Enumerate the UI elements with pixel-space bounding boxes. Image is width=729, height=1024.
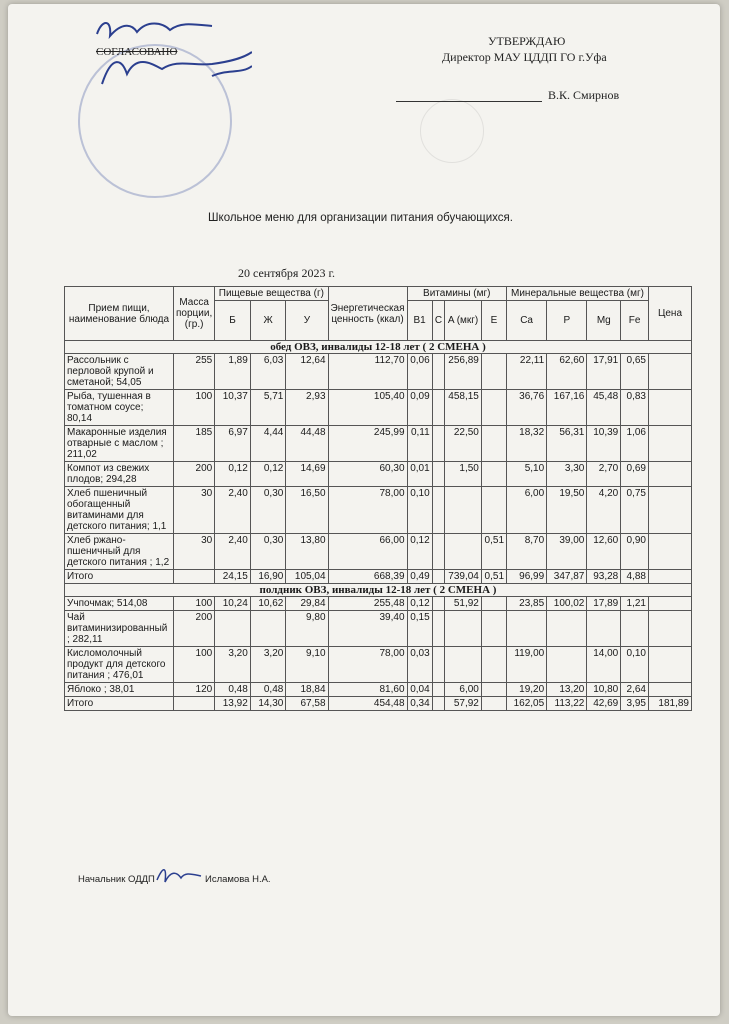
cell-c xyxy=(432,611,445,647)
cell-fe: 2,64 xyxy=(621,683,649,697)
cell-b1: 0,10 xyxy=(407,487,432,534)
table-row xyxy=(65,354,692,390)
total-row xyxy=(65,570,692,584)
cell-a: 256,89 xyxy=(445,354,482,390)
cell-b1: 0,12 xyxy=(407,534,432,570)
header-meal: Прием пищи, наименование блюда xyxy=(65,287,174,341)
cell-kcal: 668,39 xyxy=(328,570,407,584)
cell-u: 2,93 xyxy=(286,390,328,426)
cell-u: 9,10 xyxy=(286,647,328,683)
cell-mg: 17,89 xyxy=(587,597,621,611)
table-row xyxy=(65,462,692,487)
header-nutrients: Пищевые вещества (г) xyxy=(215,287,328,301)
header-fe: Fe xyxy=(621,301,649,341)
cell-name: Рассольник с перловой крупой и сметаной; 54,05 xyxy=(65,354,174,390)
cell-b xyxy=(215,611,251,647)
cell-name: Хлеб ржано-пшеничный для детского питания ; 1,2 xyxy=(65,534,174,570)
cell-a xyxy=(445,611,482,647)
cell-mass: 200 xyxy=(174,462,215,487)
cell-fe: 1,06 xyxy=(621,426,649,462)
cell-c xyxy=(432,390,445,426)
cell-zh: 14,30 xyxy=(250,697,286,711)
cell-zh: 5,71 xyxy=(250,390,286,426)
header-b: Б xyxy=(215,301,251,341)
cell-a xyxy=(445,487,482,534)
cell-price xyxy=(649,597,692,611)
cell-mass xyxy=(174,570,215,584)
cell-ca: 5,10 xyxy=(507,462,547,487)
handwritten-signature xyxy=(155,862,203,888)
approve-label: УТВЕРЖДАЮ xyxy=(488,34,566,48)
table-row xyxy=(65,683,692,697)
cell-ca: 6,00 xyxy=(507,487,547,534)
table-row xyxy=(65,390,692,426)
cell-mass: 100 xyxy=(174,390,215,426)
document-title: Школьное меню для организации питания обучающихся. xyxy=(208,212,513,224)
cell-ca: 36,76 xyxy=(507,390,547,426)
cell-u: 105,04 xyxy=(286,570,328,584)
cell-kcal: 245,99 xyxy=(328,426,407,462)
cell-mass: 120 xyxy=(174,683,215,697)
cell-name: Хлеб пшеничный обогащенный витаминами для детского питания; 1,1 xyxy=(65,487,174,534)
cell-c xyxy=(432,683,445,697)
cell-p: 39,00 xyxy=(547,534,587,570)
cell-e xyxy=(481,611,506,647)
cell-ca: 162,05 xyxy=(507,697,547,711)
cell-name: Компот из свежих плодов; 294,28 xyxy=(65,462,174,487)
header-ca: Ca xyxy=(507,301,547,341)
cell-b: 0,48 xyxy=(215,683,251,697)
cell-fe: 3,95 xyxy=(621,697,649,711)
cell-name: Учпочмак; 514,08 xyxy=(65,597,174,611)
cell-b1: 0,15 xyxy=(407,611,432,647)
cell-p: 167,16 xyxy=(547,390,587,426)
cell-a: 6,00 xyxy=(445,683,482,697)
cell-mg: 14,00 xyxy=(587,647,621,683)
footer-position: Начальник ОДДП xyxy=(78,874,155,885)
cell-b1: 0,11 xyxy=(407,426,432,462)
cell-e xyxy=(481,462,506,487)
header-price: Цена xyxy=(649,287,692,341)
cell-p xyxy=(547,647,587,683)
cell-p xyxy=(547,611,587,647)
cell-mg: 10,39 xyxy=(587,426,621,462)
cell-a: 57,92 xyxy=(445,697,482,711)
cell-b1: 0,01 xyxy=(407,462,432,487)
cell-price xyxy=(649,647,692,683)
cell-a xyxy=(445,534,482,570)
cell-u: 18,84 xyxy=(286,683,328,697)
cell-e xyxy=(481,354,506,390)
cell-zh: 10,62 xyxy=(250,597,286,611)
cell-fe: 0,65 xyxy=(621,354,649,390)
cell-e xyxy=(481,426,506,462)
cell-zh: 16,90 xyxy=(250,570,286,584)
cell-price xyxy=(649,570,692,584)
cell-ca: 23,85 xyxy=(507,597,547,611)
header-mg: Mg xyxy=(587,301,621,341)
cell-fe: 4,88 xyxy=(621,570,649,584)
cell-name: Чай витаминизированный ; 282,11 xyxy=(65,611,174,647)
cell-b: 10,24 xyxy=(215,597,251,611)
cell-price xyxy=(649,611,692,647)
cell-ca xyxy=(507,611,547,647)
cell-kcal: 39,40 xyxy=(328,611,407,647)
cell-u: 12,64 xyxy=(286,354,328,390)
cell-a: 1,50 xyxy=(445,462,482,487)
cell-c xyxy=(432,647,445,683)
header-c: C xyxy=(432,301,445,341)
cell-c xyxy=(432,487,445,534)
cell-zh: 0,30 xyxy=(250,487,286,534)
cell-e xyxy=(481,697,506,711)
cell-e xyxy=(481,647,506,683)
cell-b: 0,12 xyxy=(215,462,251,487)
cell-kcal: 81,60 xyxy=(328,683,407,697)
cell-b1: 0,04 xyxy=(407,683,432,697)
cell-b: 1,89 xyxy=(215,354,251,390)
cell-c xyxy=(432,697,445,711)
signature-line xyxy=(396,101,542,102)
cell-kcal: 112,70 xyxy=(328,354,407,390)
cell-e xyxy=(481,487,506,534)
cell-mass: 30 xyxy=(174,534,215,570)
agreed-label: СОГЛАСОВАНО xyxy=(96,46,178,58)
cell-mg: 12,60 xyxy=(587,534,621,570)
cell-b1: 0,09 xyxy=(407,390,432,426)
header-p: P xyxy=(547,301,587,341)
cell-ca: 96,99 xyxy=(507,570,547,584)
cell-mass: 200 xyxy=(174,611,215,647)
cell-zh: 6,03 xyxy=(250,354,286,390)
table-row xyxy=(65,647,692,683)
cell-kcal: 78,00 xyxy=(328,647,407,683)
cell-zh: 3,20 xyxy=(250,647,286,683)
cell-u: 44,48 xyxy=(286,426,328,462)
cell-b: 2,40 xyxy=(215,534,251,570)
cell-price xyxy=(649,354,692,390)
cell-name: Макаронные изделия отварные с маслом ; 211,02 xyxy=(65,426,174,462)
cell-c xyxy=(432,462,445,487)
cell-name: Итого xyxy=(65,570,174,584)
menu-table xyxy=(64,286,692,711)
cell-zh: 0,12 xyxy=(250,462,286,487)
cell-b: 13,92 xyxy=(215,697,251,711)
cell-fe: 0,69 xyxy=(621,462,649,487)
cell-p: 62,60 xyxy=(547,354,587,390)
cell-a: 51,92 xyxy=(445,597,482,611)
cell-p: 19,50 xyxy=(547,487,587,534)
cell-kcal: 105,40 xyxy=(328,390,407,426)
cell-fe: 0,90 xyxy=(621,534,649,570)
cell-price xyxy=(649,462,692,487)
cell-mass: 255 xyxy=(174,354,215,390)
cell-a: 22,50 xyxy=(445,426,482,462)
header-mass: Масса порции, (гр.) xyxy=(174,287,215,341)
cell-mass: 30 xyxy=(174,487,215,534)
cell-c xyxy=(432,534,445,570)
cell-b: 6,97 xyxy=(215,426,251,462)
cell-p: 13,20 xyxy=(547,683,587,697)
cell-b1: 0,12 xyxy=(407,597,432,611)
cell-e: 0,51 xyxy=(481,570,506,584)
cell-fe: 1,21 xyxy=(621,597,649,611)
table-row xyxy=(65,597,692,611)
cell-a: 739,04 xyxy=(445,570,482,584)
cell-b1: 0,49 xyxy=(407,570,432,584)
header-u: У xyxy=(286,301,328,341)
section-title-snack: полдник ОВЗ, инвалиды 12-18 лет ( 2 СМЕНА ) xyxy=(65,584,692,597)
cell-c xyxy=(432,570,445,584)
cell-b: 24,15 xyxy=(215,570,251,584)
cell-kcal: 66,00 xyxy=(328,534,407,570)
cell-zh: 4,44 xyxy=(250,426,286,462)
cell-mg: 17,91 xyxy=(587,354,621,390)
cell-kcal: 255,48 xyxy=(328,597,407,611)
cell-b: 10,37 xyxy=(215,390,251,426)
cell-ca: 22,11 xyxy=(507,354,547,390)
cell-kcal: 78,00 xyxy=(328,487,407,534)
cell-b1: 0,06 xyxy=(407,354,432,390)
header-e: E xyxy=(481,301,506,341)
cell-kcal: 454,48 xyxy=(328,697,407,711)
cell-zh: 0,48 xyxy=(250,683,286,697)
cell-c xyxy=(432,597,445,611)
cell-name: Рыба, тушенная в томатном соусе; 80,14 xyxy=(65,390,174,426)
cell-mg xyxy=(587,611,621,647)
document-date: 20 сентября 2023 г. xyxy=(238,266,336,280)
cell-price xyxy=(649,683,692,697)
cell-kcal: 60,30 xyxy=(328,462,407,487)
cell-u: 9,80 xyxy=(286,611,328,647)
cell-e xyxy=(481,597,506,611)
header-minerals: Минеральные вещества (мг) xyxy=(507,287,649,301)
cell-price xyxy=(649,426,692,462)
director-title: Директор МАУ ЦДДП ГО г.Уфа xyxy=(442,50,607,64)
cell-p: 347,87 xyxy=(547,570,587,584)
cell-price: 181,89 xyxy=(649,697,692,711)
faint-stamp xyxy=(420,99,484,163)
cell-ca: 119,00 xyxy=(507,647,547,683)
cell-p: 3,30 xyxy=(547,462,587,487)
cell-price xyxy=(649,390,692,426)
cell-e: 0,51 xyxy=(481,534,506,570)
total-row xyxy=(65,697,692,711)
cell-u: 29,84 xyxy=(286,597,328,611)
cell-mg: 45,48 xyxy=(587,390,621,426)
cell-ca: 19,20 xyxy=(507,683,547,697)
cell-u: 67,58 xyxy=(286,697,328,711)
cell-mass: 185 xyxy=(174,426,215,462)
cell-mg: 10,80 xyxy=(587,683,621,697)
cell-ca: 18,32 xyxy=(507,426,547,462)
cell-mg: 4,20 xyxy=(587,487,621,534)
cell-fe: 0,10 xyxy=(621,647,649,683)
cell-b: 3,20 xyxy=(215,647,251,683)
cell-e xyxy=(481,390,506,426)
cell-fe: 0,83 xyxy=(621,390,649,426)
cell-mg: 2,70 xyxy=(587,462,621,487)
cell-b1: 0,03 xyxy=(407,647,432,683)
cell-a xyxy=(445,647,482,683)
cell-e xyxy=(481,683,506,697)
cell-zh: 0,30 xyxy=(250,534,286,570)
cell-ca: 8,70 xyxy=(507,534,547,570)
cell-price xyxy=(649,534,692,570)
cell-mass: 100 xyxy=(174,647,215,683)
footer-name: Исламова Н.А. xyxy=(205,874,271,885)
header-a: A (мкг) xyxy=(445,301,482,341)
cell-mg: 42,69 xyxy=(587,697,621,711)
cell-price xyxy=(649,487,692,534)
cell-b1: 0,34 xyxy=(407,697,432,711)
cell-p: 56,31 xyxy=(547,426,587,462)
cell-fe xyxy=(621,611,649,647)
cell-u: 16,50 xyxy=(286,487,328,534)
cell-u: 14,69 xyxy=(286,462,328,487)
table-row xyxy=(65,426,692,462)
cell-fe: 0,75 xyxy=(621,487,649,534)
cell-name: Итого xyxy=(65,697,174,711)
section-row xyxy=(65,584,692,597)
section-title-lunch: обед ОВЗ, инвалиды 12-18 лет ( 2 СМЕНА ) xyxy=(65,341,692,354)
cell-mg: 93,28 xyxy=(587,570,621,584)
header-vitamins: Витамины (мг) xyxy=(407,287,507,301)
header-energy: Энергетическая ценность (ккал) xyxy=(328,287,407,341)
header-b1: B1 xyxy=(407,301,432,341)
cell-c xyxy=(432,354,445,390)
cell-mass: 100 xyxy=(174,597,215,611)
table-row xyxy=(65,611,692,647)
cell-zh xyxy=(250,611,286,647)
table-row xyxy=(65,487,692,534)
table-row xyxy=(65,534,692,570)
cell-a: 458,15 xyxy=(445,390,482,426)
cell-name: Яблоко ; 38,01 xyxy=(65,683,174,697)
header-zh: Ж xyxy=(250,301,286,341)
cell-b: 2,40 xyxy=(215,487,251,534)
signer-name: В.К. Смирнов xyxy=(548,88,620,102)
cell-p: 113,22 xyxy=(547,697,587,711)
cell-u: 13,80 xyxy=(286,534,328,570)
cell-mass xyxy=(174,697,215,711)
cell-c xyxy=(432,426,445,462)
cell-name: Кисломолочный продукт для детского питания ; 476,01 xyxy=(65,647,174,683)
cell-p: 100,02 xyxy=(547,597,587,611)
